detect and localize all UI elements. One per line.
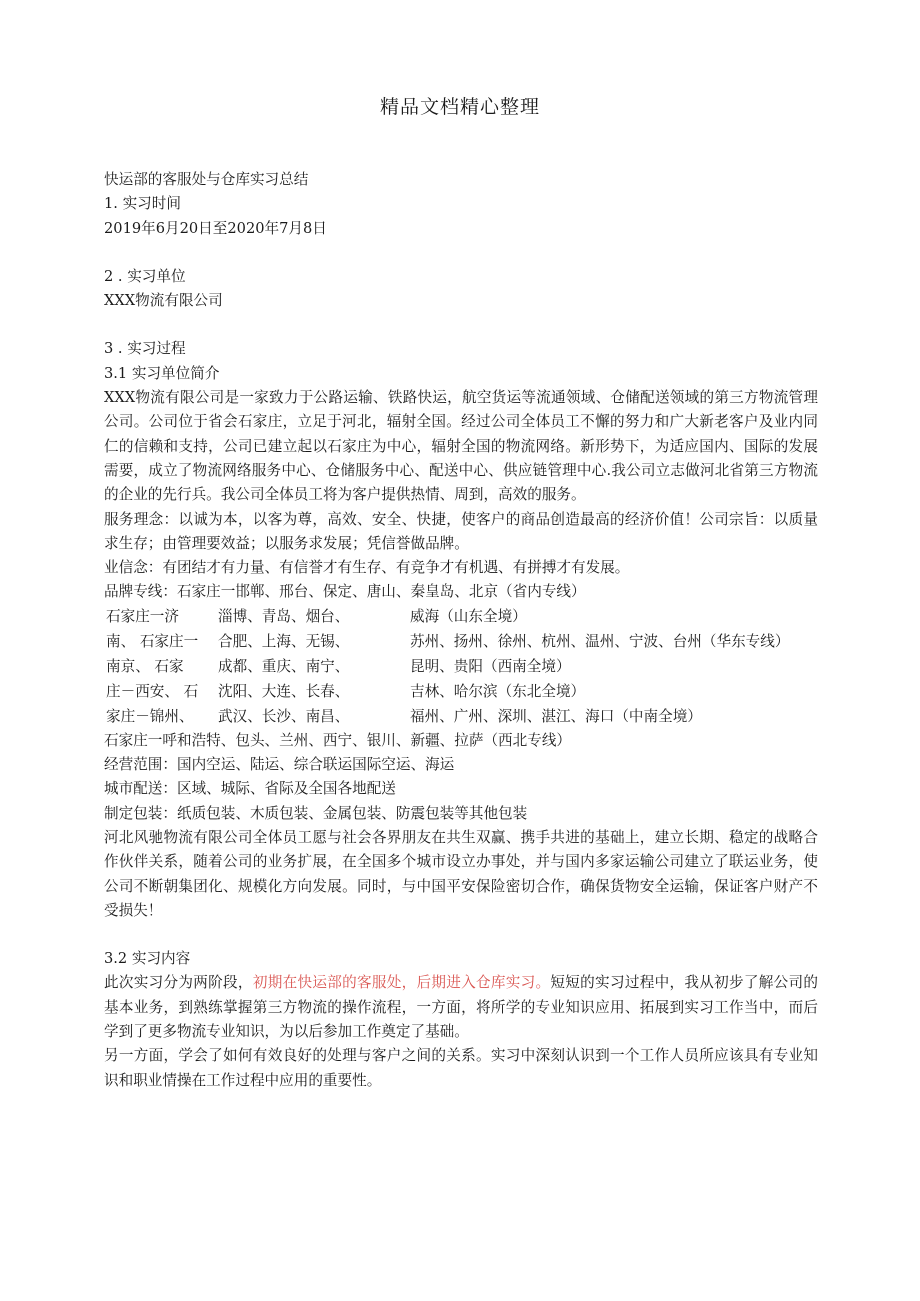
customer-relations-paragraph: 另一方面，学会了如何有效良好的处理与客户之间的关系。实习中深刻认识到一个工作人员所应该具有专业知识和职业情操在工作过程中应用的重要性。 (104, 1047, 818, 1089)
section-2-value: XXX物流有限公司 (104, 292, 223, 310)
spacer (104, 313, 818, 337)
document-body (104, 168, 818, 1093)
section-1-value: 2019年6月20日至2020年7月8日 (104, 219, 327, 237)
route-cities: 沈阳、大连、长春、 (218, 682, 350, 700)
route-cities: 成都、重庆、南宁、 (218, 657, 350, 675)
northwest-route: 石家庄一呼和浩特、包头、兰州、西宁、银川、新疆、拉萨（西北专线） (104, 731, 572, 749)
content-rest: 短短的实习过程中，我从初步了解公司的基本业务，到熟练掌握第三方物流的操作流程，一方面，将所学的专业知识应用、拓展到实习工作当中，而后学到了更多物流专业知识，为以后参加工作奠定了基础。 (104, 974, 818, 1041)
route-origin: 石家庄一济 (106, 607, 179, 625)
route-region: 福州、广州、深圳、湛江、海口（中南全境） (410, 707, 702, 725)
service-philosophy: 服务理念：以诚为本，以客为尊，高效、安全、快捷，使客户的商品创造最高的经济价值！公司宗旨：以质量求生存；由管理要效益；以服务求发展；凭信誉做品牌。 (104, 510, 818, 552)
doc-title: 快运部的客服处与仓库实习总结 (104, 171, 309, 188)
route-region: 昆明、贵阳（西南全境） (410, 657, 571, 675)
business-scope: 经营范围：国内空运、陆运、综合联运国际空运、海运 (104, 756, 455, 774)
business-belief: 业信念：有团结才有力量、有信誉才有生存、有竞争才有机遇、有拼搏才有发展。 (104, 559, 630, 577)
company-intro-paragraph: XXX物流有限公司是一家致力于公路运输、铁路快运，航空货运等流通领域、仓储配送领域的第三方物流管理公司。公司位于省会石家庄，立足于河北，辐射全国。经过公司全体员工不懈的努力和广大新老客户及业内同仁的信赖和支持，公司已建立起以石家庄为中心，辐射全国的物流网络。新形势下，为适应国内、国际的发展需要，成立了物流网络服务中心、仓储服务中心、配送中心、供应链管理中心.我公司立志做河北省第三方物流的企业的先行兵。我公司全体员工将为客户提供热情、周到，高效的服务。 (104, 389, 818, 504)
route-cities: 武汉、长沙、南昌、 (218, 707, 350, 725)
spacer (104, 923, 818, 947)
route-origin: 南京、 石家 (106, 657, 184, 675)
route-origin: 庄－西安、 石 (106, 682, 199, 700)
route-region: 吉林、哈尔滨（东北全境） (410, 682, 586, 700)
partnership-paragraph: 河北风驰物流有限公司全体员工愿与社会各界朋友在共生双赢、携手共进的基础上，建立长期、稳定的战略合作伙伴关系，随着公司的业务扩展，在全国多个城市设立办事处，并与国内多家运输公司建立了联运业务，使公司不断朝集团化、规模化方向发展。同时，与中国平安保险密切合作，确保货物安全运输，保证客户财产不受损失！ (104, 828, 818, 919)
content-lead: 此次实习分为两阶段， (104, 974, 253, 992)
section-2-heading: 2 . 实习单位 (104, 267, 186, 285)
city-delivery: 城市配送：区域、城际、省际及全国各地配送 (104, 780, 396, 798)
route-cities: 合肥、上海、无锡、 (218, 632, 350, 650)
route-cities: 淄博、青岛、烟台、 (218, 607, 350, 625)
highlighted-text: 初期在快运部的客服处，后期进入仓库实习。 (252, 974, 551, 992)
brand-routes: 品牌专线：石家庄一邯郸、邢台、保定、唐山、秦皇岛、北京（省内专线） (104, 583, 586, 601)
route-origin: 家庄－锦州、 (106, 707, 194, 725)
spacer (104, 241, 818, 265)
page-header: 精品文档精心整理 (379, 96, 540, 118)
section-3-1-heading: 3.1 实习单位简介 (104, 364, 220, 382)
section-3-2-heading: 3.2 实习内容 (104, 950, 191, 968)
section-1-heading: 1. 实习时间 (104, 195, 181, 213)
route-region: 苏州、扬州、徐州、杭州、温州、宁波、台州（华东专线） (410, 632, 790, 650)
packing-service: 制定包装：纸质包装、木质包装、金属包装、防震包装等其他包装 (104, 804, 528, 822)
section-3-heading: 3 . 实习过程 (104, 340, 186, 358)
internship-content-paragraph (104, 971, 818, 1044)
route-table (104, 605, 818, 729)
route-region: 威海（山东全境） (410, 607, 527, 625)
route-origin: 南、 石家庄一 (106, 632, 199, 650)
